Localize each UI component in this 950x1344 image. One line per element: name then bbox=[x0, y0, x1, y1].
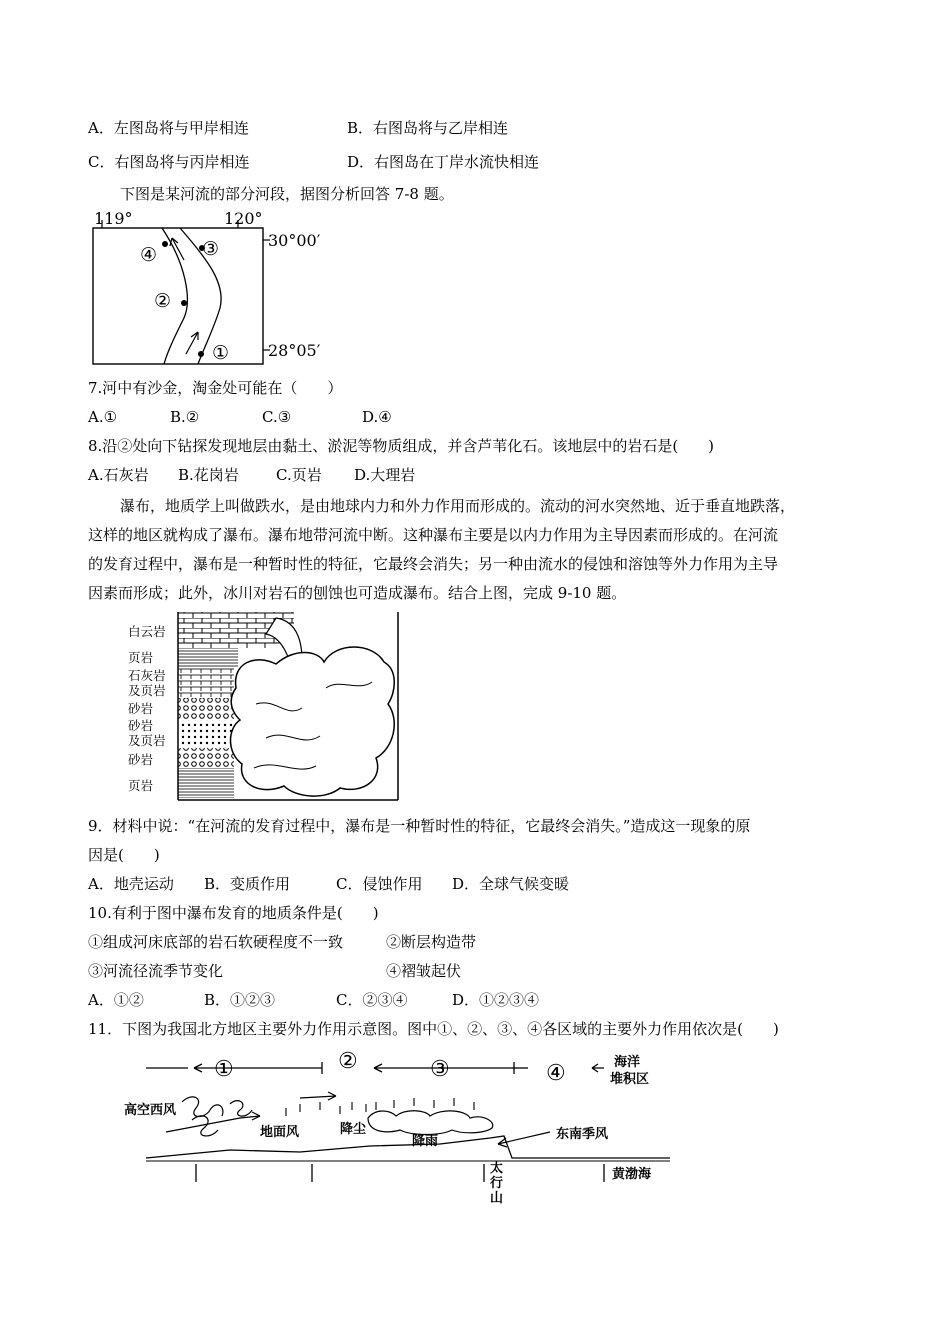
bohai-label: 黄渤海 bbox=[612, 1167, 652, 1182]
q9-stem-1: 9．材料中说：“在河流的发育过程中，瀑布是一种暂时性的特征，它最终会消失。”造成这一现象的原 bbox=[88, 817, 751, 835]
waterfall-para-line-4: 因素而形成；此外，冰川对岩石的刨蚀也可造成瀑布。结合上图，完成 9-10 题。 bbox=[88, 584, 627, 602]
point-1-label: ① bbox=[212, 342, 230, 364]
q9-option-c: C．侵蚀作用 bbox=[336, 875, 423, 893]
q7-option-c: C.③ bbox=[262, 408, 292, 426]
shale-layer-top bbox=[178, 648, 238, 668]
q8-option-b: B.花岗岩 bbox=[178, 466, 239, 484]
waterfall-para-line-2: 这样的地区就构成了瀑布。瀑布地带河流中断。这种瀑布主要是以内力作用为主导因素而形成的。在河流 bbox=[88, 526, 779, 544]
north-china-forces-figure bbox=[110, 1046, 670, 1206]
q11-stem: 11．下图为我国北方地区主要外力作用示意图。图中①、②、③、④各区域的主要外力作用依次是( ) bbox=[88, 1020, 779, 1038]
q8-option-c: C.页岩 bbox=[276, 466, 322, 484]
q6-option-c: C．右图岛将与丙岸相连 bbox=[88, 153, 250, 171]
point-1-dot bbox=[198, 351, 204, 357]
taihang-char-2: 行 bbox=[490, 1176, 504, 1191]
q8-stem: 8.沿②处向下钻探发现地层由黏土、淤泥等物质组成，并含芦苇化石。该地层中的岩石是( ) bbox=[88, 437, 715, 455]
q10-item-4: ④褶皱起伏 bbox=[386, 962, 462, 980]
waterfall-figure bbox=[126, 608, 406, 804]
lat-top-label: 30°00′ bbox=[268, 231, 321, 250]
sandstone-shale-layer bbox=[178, 720, 234, 748]
taihang-char-3: 山 bbox=[490, 1191, 504, 1206]
q10-option-b: B．①②③ bbox=[204, 991, 276, 1009]
q8-option-a: A.石灰岩 bbox=[88, 466, 149, 484]
sandstone-layer-lower bbox=[178, 748, 234, 768]
label-and-shale-2: 及页岩 bbox=[128, 733, 166, 748]
q6-option-b: B．右图岛将与乙岸相连 bbox=[347, 119, 509, 137]
sandstone-layer bbox=[178, 698, 234, 720]
q10-option-a: A．①② bbox=[88, 991, 144, 1009]
q6-option-d: D．右图岛在丁岸水流快相连 bbox=[347, 153, 540, 171]
label-sandstone-3: 砂岩 bbox=[128, 752, 154, 767]
label-and-shale-1: 及页岩 bbox=[128, 683, 166, 698]
q9-stem-2: 因是( ) bbox=[88, 846, 160, 864]
shale-layer-bottom bbox=[178, 768, 234, 798]
q10-item-3: ③河流径流季节变化 bbox=[88, 962, 224, 980]
ocean-label: 海洋 bbox=[614, 1055, 641, 1070]
q9-option-d: D．全球气候变暖 bbox=[452, 875, 570, 893]
q10-option-c: C．②③④ bbox=[336, 991, 408, 1009]
river-map-figure bbox=[88, 208, 348, 368]
spray-cloud bbox=[231, 647, 395, 796]
zone-4-label: ④ bbox=[546, 1061, 566, 1086]
point-3-label: ③ bbox=[202, 238, 220, 260]
dust-arrows bbox=[286, 1102, 366, 1116]
q7-option-d: D.④ bbox=[362, 408, 392, 426]
zone-3-label: ③ bbox=[430, 1057, 450, 1082]
point-2-label: ② bbox=[154, 290, 172, 312]
intro-7-8: 下图是某河流的部分河段，据图分析回答 7-8 题。 bbox=[120, 185, 454, 203]
zone-2-label: ② bbox=[338, 1049, 358, 1074]
label-sandstone-2: 砂岩 bbox=[128, 718, 154, 733]
q10-option-d: D．①②③④ bbox=[452, 991, 540, 1009]
point-2-dot bbox=[181, 300, 187, 306]
q10-item-2: ②断层构造带 bbox=[386, 933, 477, 951]
deposition-zone-label: 堆积区 bbox=[610, 1072, 650, 1087]
waterfall-para-line-3: 的发育过程中，瀑布是一种暂时性的特征，它最终会消失；另一种由流水的侵蚀和溶蚀等外力作用为主导 bbox=[88, 555, 779, 573]
q9-option-b: B．变质作用 bbox=[204, 875, 291, 893]
westerly-label: 高空西风 bbox=[124, 1103, 177, 1118]
q7-stem: 7.河中有沙金，淘金处可能在（ ） bbox=[88, 379, 343, 397]
rain-cloud bbox=[368, 1111, 493, 1135]
point-4-dot bbox=[162, 241, 168, 247]
waterfall-para-line-1: 瀑布，地质学上叫做跌水，是由地球内力和外力作用而形成的。流动的河水突然地、近于垂直地跌落， bbox=[120, 497, 796, 515]
q7-option-a: A.① bbox=[88, 408, 118, 426]
label-dolomite: 白云岩 bbox=[128, 624, 166, 639]
label-limestone: 石灰岩 bbox=[128, 668, 166, 683]
monsoon-label: 东南季风 bbox=[556, 1127, 609, 1142]
label-sandstone-1: 砂岩 bbox=[128, 701, 154, 716]
surface-wind-label: 地面风 bbox=[260, 1125, 300, 1140]
q7-option-b: B.② bbox=[170, 408, 200, 426]
lon-left-label: 119° bbox=[94, 209, 133, 228]
label-shale-2: 页岩 bbox=[128, 778, 154, 793]
point-4-label: ④ bbox=[140, 244, 158, 266]
q8-option-d: D.大理岩 bbox=[354, 466, 416, 484]
lat-bottom-label: 28°05′ bbox=[268, 341, 321, 360]
q10-item-1: ①组成河床底部的岩石软硬程度不一致 bbox=[88, 933, 344, 951]
q6-option-a: A．左图岛将与甲岸相连 bbox=[88, 119, 249, 137]
rain-label: 降雨 bbox=[412, 1134, 439, 1149]
dust-label: 降尘 bbox=[340, 1122, 367, 1137]
q9-option-a: A．地壳运动 bbox=[88, 875, 174, 893]
limestone-layer bbox=[178, 668, 234, 698]
taihang-char-1: 太 bbox=[490, 1161, 504, 1176]
q10-stem: 10.有利于图中瀑布发育的地质条件是( ) bbox=[88, 904, 379, 922]
zone-1-label: ① bbox=[214, 1057, 234, 1082]
westerly-swirls bbox=[182, 1097, 252, 1136]
lon-right-label: 120° bbox=[224, 209, 263, 228]
label-shale-1: 页岩 bbox=[128, 650, 154, 665]
